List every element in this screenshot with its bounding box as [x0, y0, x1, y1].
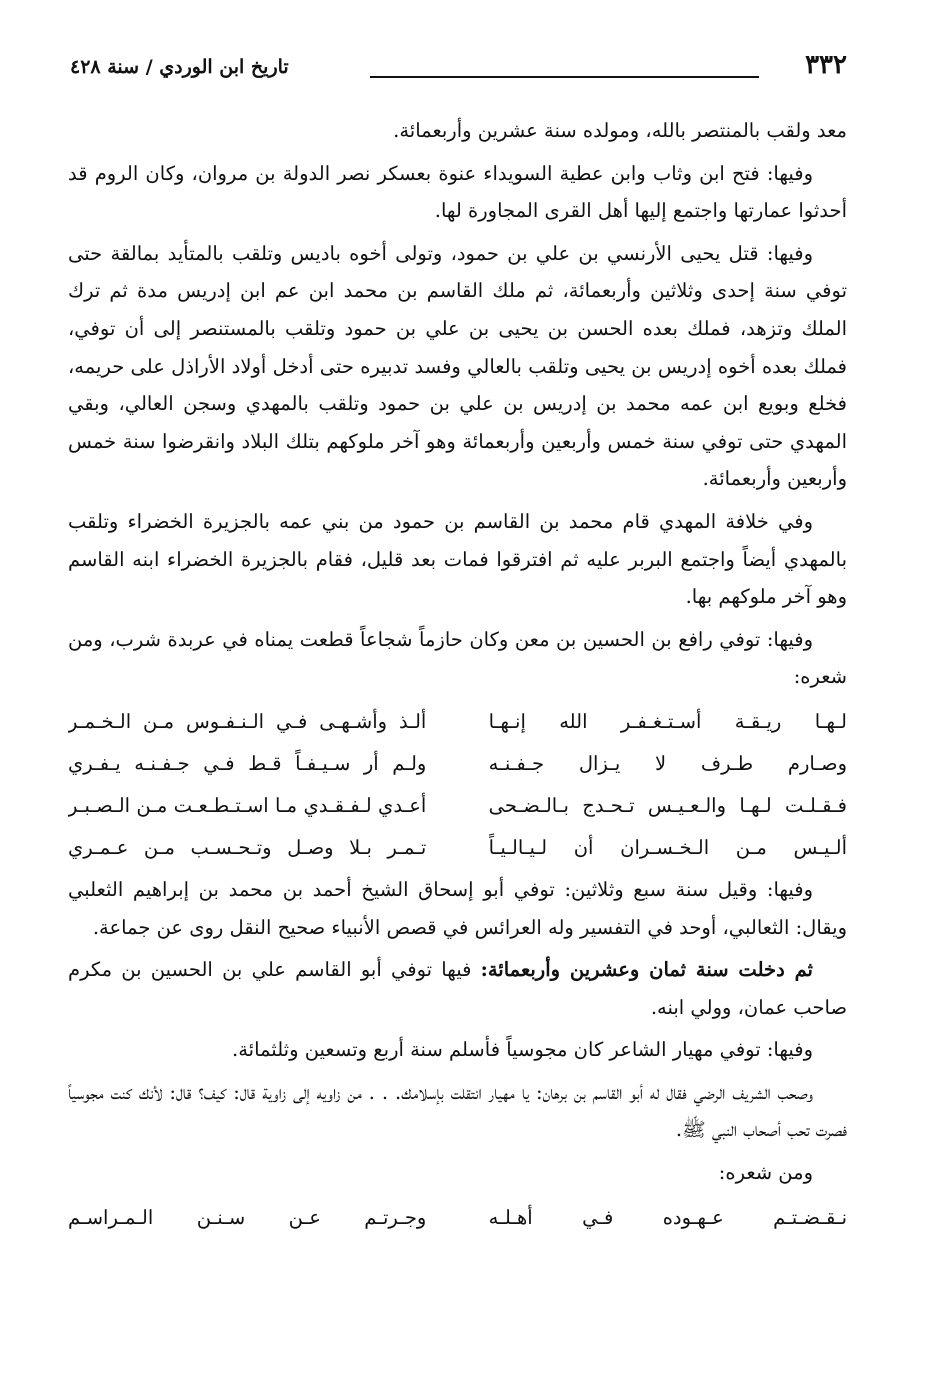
- verse-line: [68, 785, 847, 827]
- page-body: [68, 112, 847, 1241]
- verse-second-hemistich: أعـدي لـفـقـدي مـا اسـتـطـعـت مـن الـصـبـر: [68, 793, 427, 817]
- page-number: ٣٣٢: [805, 50, 847, 80]
- verse-second-hemistich: وجـرتـم عـن سـنـن الـمـراسـم: [68, 1205, 427, 1229]
- verse-line: [68, 701, 847, 743]
- paragraph-3: وفيها: قتل يحيى الأرنسي بن علي بن حمود، وتولى أخوه باديس وتلقب بالمتأيد بمالقة حتى توفي سنة إحدى وثلاثين وأربعمائة، ثم ملك القاسم بن محمد ابن عم ابن إدريس مدة ثم ترك الملك وتزهد، فملك بعده الحسن بن يحيى بن علي بن حمود وتلقب بالمستنصر إلى أن توفي، فملك بعده أخوه إدريس بن يحيى وتلقب بالعالي وفسد تدبيره حتى أدخل أولاد الأراذل على حريمه، فخلع وبويع ابن عمه محمد بن إدريس بن علي بن حمود وتلقب بالمهدي وسجن العالي، وبقي المهدي حتى توفي سنة خمس وأربعين وأربعمائة وهو آخر ملوكهم بتلك البلاد وانقرضوا سنة خمس وأربعين وأربعمائة.: [68, 241, 847, 491]
- verse-line: [68, 743, 847, 785]
- verse-first-hemistich: ألـيـس مـن الـخـسـران أن لـيـالـيـاً: [488, 835, 847, 859]
- verse-second-hemistich: تـمـر بـلا وصـل وتـحـسـب مـن عـمـري: [68, 835, 427, 859]
- running-title: تاريخ ابن الوردي / سنة ٤٢٨: [70, 56, 289, 78]
- paragraph-10: ومن شعره:: [718, 1161, 813, 1185]
- paragraph-2: وفيها: فتح ابن وثاب وابن عطية السويداء عنوة بعسكر نصر الدولة بن مروان، وكان الروم قد أحدثوا عمارتها واجتمع إليها أهل القرى المجاورة لها.: [68, 161, 847, 223]
- paragraph-1: معد ولقب بالمنتصر بالله، ومولده سنة عشرين وأربعمائة.: [393, 119, 847, 142]
- verse-line: [68, 1197, 847, 1239]
- poem-2: [68, 1197, 847, 1239]
- verse-first-hemistich: لـهـا ريـقـة أسـتـغـفـر الله إنـهـا: [488, 709, 847, 733]
- year-heading: ثم دخلت سنة ثمان وعشرين وأربعمائة:: [480, 958, 813, 982]
- verse-second-hemistich: ألـذ وأشـهـى فـي الـنـفـوس مـن الـخـمـر: [68, 709, 427, 733]
- paragraph-6: وفيها: وقيل سنة سبع وثلاثين: توفي أبو إسحاق الشيخ أحمد بن محمد بن إبراهيم الثعلبي ويقال: الثعالبي، أوحد في التفسير وله العرائس في قصص الأنبياء صحيح النقل روى عن جماعة.: [68, 877, 847, 939]
- paragraph-8: وفيها: توفي مهيار الشاعر كان مجوسياً فأسلم سنة أربع وتسعين وثلثمائة.: [232, 1038, 813, 1062]
- paragraph-7-text: فيها توفي أبو القاسم علي بن الحسين بن مكرم صاحب عمان، وولي ابنه.: [68, 958, 847, 1019]
- poem-1: [68, 701, 847, 869]
- paragraph-7: [68, 951, 847, 1026]
- page-header: [70, 48, 847, 88]
- verse-first-hemistich: فـقـلـت لـهـا والـعـيـس تـحـدج بـالـضـحى: [488, 793, 847, 817]
- paragraph-9: وصحب الشريف الرضي فقال له أبو القاسم بن برهان: يا مهيار انتقلت بإسلامك. . . من زاويه إلى زاوية قال: كيف؟ قال: لأنك كنت مجوسياً فصرت تحب أصحاب النبي ﷺ.: [68, 1080, 847, 1142]
- verse-line: [68, 827, 847, 869]
- verse-second-hemistich: ولـم أر سـيـفـاً قـط فـي جـفـنـه يـفـري: [68, 751, 427, 775]
- paragraph-4: وفي خلافة المهدي قام محمد بن القاسم بن حمود من بني عمه بالجزيرة الخضراء وتلقب بالمهدي أيضاً واجتمع البربر عليه ثم افترقوا فمات بعد قليل، فقام بالجزيرة الخضراء ابنه القاسم وهو آخر ملوكهم بها.: [68, 509, 847, 609]
- verse-first-hemistich: وصـارم طـرف لا يـزال جـفـنـه: [488, 751, 847, 775]
- paragraph-5: وفيها: توفي رافع بن الحسين بن معن وكان حازماً شجاعاً قطعت يمناه في عربدة شرب، ومن شعره:: [68, 627, 847, 689]
- header-rule: [370, 76, 759, 78]
- verse-first-hemistich: نـقـضـتـم عـهـوده فـي أهـلـه: [488, 1205, 847, 1229]
